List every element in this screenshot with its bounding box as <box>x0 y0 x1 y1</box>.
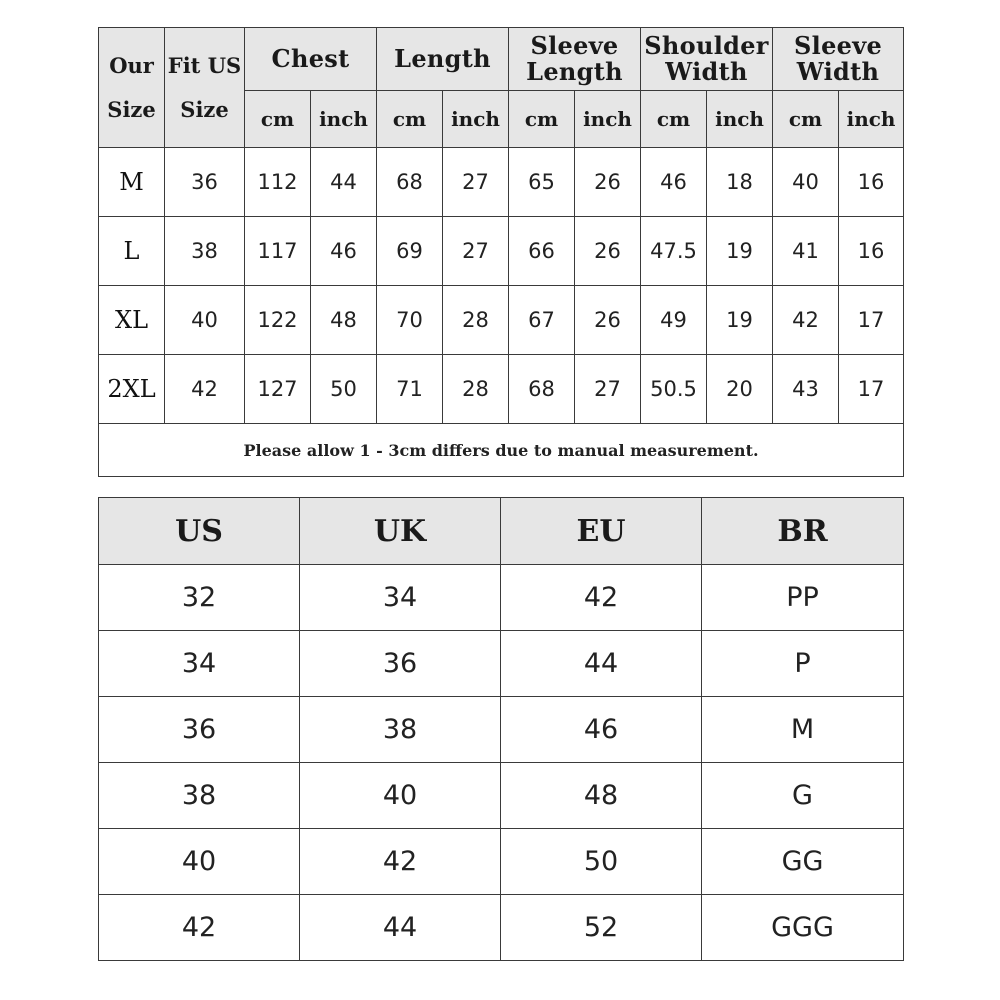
sleeve-length-header: Sleeve Length <box>509 28 641 91</box>
br-cell: M <box>702 697 904 763</box>
fit-us-size-cell: 38 <box>165 217 245 286</box>
uk-cell: 34 <box>300 565 501 631</box>
br-cell: G <box>702 763 904 829</box>
sleeve-width-cm-cell: 42 <box>773 286 839 355</box>
sleeve-width-header: Sleeve Width <box>773 28 904 91</box>
conversion-header-row <box>99 498 904 565</box>
our-size-cell: XL <box>99 286 165 355</box>
sleeve-length-cm-cell: 65 <box>509 148 575 217</box>
sleeve-length-inch-cell: 26 <box>575 286 641 355</box>
chest-cm-cell: 112 <box>245 148 311 217</box>
shoulder-width-inch-cell: 18 <box>707 148 773 217</box>
eu-cell: 48 <box>501 763 702 829</box>
conversion-row <box>99 829 904 895</box>
us-cell: 40 <box>99 829 300 895</box>
br-column-header: BR <box>702 498 904 565</box>
eu-cell: 42 <box>501 565 702 631</box>
eu-cell: 50 <box>501 829 702 895</box>
br-cell: GGG <box>702 895 904 961</box>
unit-inch-header: inch <box>311 91 377 148</box>
unit-cm-header: cm <box>245 91 311 148</box>
uk-cell: 38 <box>300 697 501 763</box>
sleeve-width-cm-cell: 41 <box>773 217 839 286</box>
fit-us-size-header: Fit US Size <box>165 28 245 148</box>
our-size-cell: 2XL <box>99 355 165 424</box>
unit-inch-header: inch <box>575 91 641 148</box>
us-cell: 34 <box>99 631 300 697</box>
br-cell: GG <box>702 829 904 895</box>
br-cell: P <box>702 631 904 697</box>
eu-column-header: EU <box>501 498 702 565</box>
sleeve-width-inch-cell: 17 <box>839 286 904 355</box>
size-row-m <box>99 148 904 217</box>
conversion-row <box>99 763 904 829</box>
shoulder-width-cm-cell: 46 <box>641 148 707 217</box>
shoulder-width-cm-cell: 50.5 <box>641 355 707 424</box>
sleeve-length-inch-cell: 26 <box>575 148 641 217</box>
size-row-l <box>99 217 904 286</box>
our-size-header: Our Size <box>99 28 165 148</box>
conversion-row <box>99 697 904 763</box>
unit-cm-header: cm <box>509 91 575 148</box>
sleeve-width-inch-cell: 16 <box>839 148 904 217</box>
uk-column-header: UK <box>300 498 501 565</box>
shoulder-width-inch-cell: 19 <box>707 286 773 355</box>
chest-header: Chest <box>245 28 377 91</box>
uk-cell: 42 <box>300 829 501 895</box>
us-cell: 38 <box>99 763 300 829</box>
size-conversion-table <box>98 497 904 961</box>
unit-cm-header: cm <box>773 91 839 148</box>
size-chart-table <box>98 27 904 477</box>
length-cm-cell: 69 <box>377 217 443 286</box>
size-row-2xl <box>99 355 904 424</box>
shoulder-width-inch-cell: 19 <box>707 217 773 286</box>
length-inch-cell: 27 <box>443 148 509 217</box>
chest-inch-cell: 48 <box>311 286 377 355</box>
chest-cm-cell: 127 <box>245 355 311 424</box>
fit-us-size-cell: 36 <box>165 148 245 217</box>
chest-inch-cell: 50 <box>311 355 377 424</box>
unit-inch-header: inch <box>443 91 509 148</box>
eu-cell: 44 <box>501 631 702 697</box>
size-chart-header-row <box>99 28 904 91</box>
measurement-note: Please allow 1 - 3cm differs due to manual measurement. <box>99 424 904 477</box>
uk-cell: 40 <box>300 763 501 829</box>
length-inch-cell: 28 <box>443 355 509 424</box>
unit-inch-header: inch <box>839 91 904 148</box>
sleeve-length-inch-cell: 27 <box>575 355 641 424</box>
chest-cm-cell: 122 <box>245 286 311 355</box>
shoulder-width-inch-cell: 20 <box>707 355 773 424</box>
our-size-cell: L <box>99 217 165 286</box>
eu-cell: 52 <box>501 895 702 961</box>
length-cm-cell: 71 <box>377 355 443 424</box>
unit-inch-header: inch <box>707 91 773 148</box>
us-column-header: US <box>99 498 300 565</box>
chest-inch-cell: 46 <box>311 217 377 286</box>
our-size-cell: M <box>99 148 165 217</box>
size-row-xl <box>99 286 904 355</box>
length-cm-cell: 70 <box>377 286 443 355</box>
size-chart-note-row <box>99 424 904 477</box>
us-cell: 36 <box>99 697 300 763</box>
us-cell: 32 <box>99 565 300 631</box>
unit-cm-header: cm <box>641 91 707 148</box>
sleeve-width-cm-cell: 43 <box>773 355 839 424</box>
length-inch-cell: 27 <box>443 217 509 286</box>
shoulder-width-cm-cell: 49 <box>641 286 707 355</box>
conversion-row <box>99 565 904 631</box>
chest-inch-cell: 44 <box>311 148 377 217</box>
uk-cell: 44 <box>300 895 501 961</box>
br-cell: PP <box>702 565 904 631</box>
shoulder-width-header: Shoulder Width <box>641 28 773 91</box>
sleeve-length-cm-cell: 66 <box>509 217 575 286</box>
sleeve-width-inch-cell: 17 <box>839 355 904 424</box>
us-cell: 42 <box>99 895 300 961</box>
chest-cm-cell: 117 <box>245 217 311 286</box>
unit-cm-header: cm <box>377 91 443 148</box>
sleeve-length-cm-cell: 67 <box>509 286 575 355</box>
eu-cell: 46 <box>501 697 702 763</box>
sleeve-width-cm-cell: 40 <box>773 148 839 217</box>
length-header: Length <box>377 28 509 91</box>
length-cm-cell: 68 <box>377 148 443 217</box>
conversion-row <box>99 631 904 697</box>
conversion-row <box>99 895 904 961</box>
fit-us-size-cell: 42 <box>165 355 245 424</box>
shoulder-width-cm-cell: 47.5 <box>641 217 707 286</box>
uk-cell: 36 <box>300 631 501 697</box>
sleeve-length-cm-cell: 68 <box>509 355 575 424</box>
sleeve-length-inch-cell: 26 <box>575 217 641 286</box>
length-inch-cell: 28 <box>443 286 509 355</box>
sleeve-width-inch-cell: 16 <box>839 217 904 286</box>
fit-us-size-cell: 40 <box>165 286 245 355</box>
